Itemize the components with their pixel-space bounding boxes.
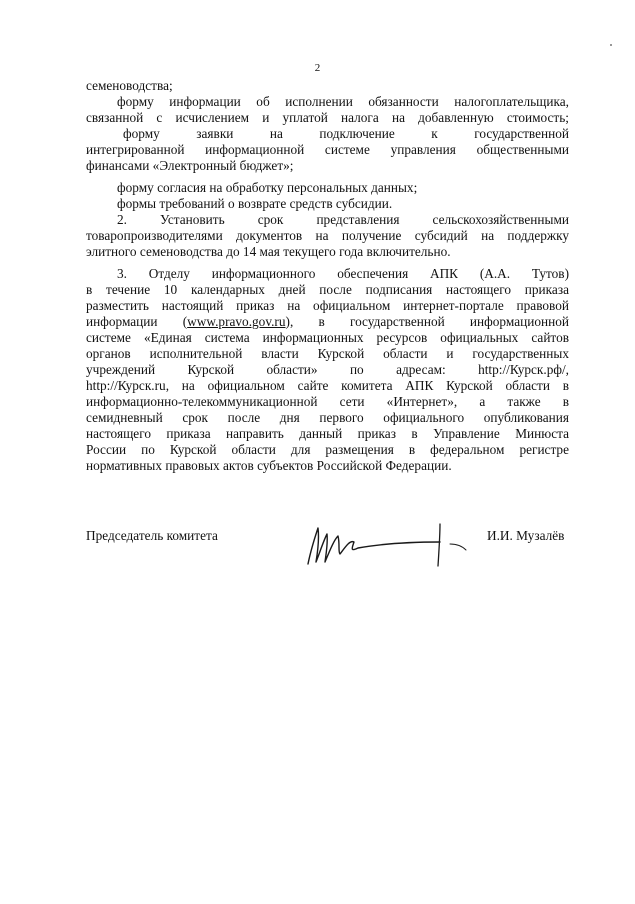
text-line: форму согласия на обработку персональных данных; <box>117 180 418 195</box>
handwritten-signature <box>290 516 470 576</box>
text-line: органов исполнительной власти Курской области и государственных <box>86 346 569 361</box>
page-number: 2 <box>314 62 321 74</box>
scan-speck <box>610 44 612 46</box>
text-line: форму заявки на подключение к государственной <box>123 126 569 141</box>
text-fragment: информации ( <box>86 314 188 329</box>
text-line: учреждений Курской области» по адресам: http://Курск.рф/, <box>86 362 569 377</box>
pravo-link[interactable]: www.pravo.gov.ru <box>187 314 286 329</box>
text-line: интегрированной информационной системе управления общественными <box>86 142 569 157</box>
text-line: настоящего приказа направить данный приказ в Управление Минюста <box>86 426 569 441</box>
text-line: системе «Единая система информационных ресурсов официальных сайтов <box>86 330 569 345</box>
text-line: семеноводства; <box>86 78 173 93</box>
text-line: финансами «Электронный бюджет»; <box>86 158 294 173</box>
text-line: элитного семеноводства до 14 мая текущего года включительно. <box>86 244 451 259</box>
text-line-with-link <box>86 314 569 330</box>
text-line: нормативных правовых актов субъектов Российской Федерации. <box>86 458 452 473</box>
text-line: формы требований о возврате средств субсидии. <box>117 196 393 211</box>
text-line: товаропроизводителями документов на получение субсидий на поддержку <box>86 228 569 243</box>
text-line: http://Курск.ru, на официальном сайте комитета АПК Курской области в <box>86 378 569 393</box>
signature-block <box>0 516 635 576</box>
text-line: 2. Установить срок представления сельскохозяйственными <box>117 212 569 227</box>
text-line: разместить настоящий приказ на официальном интернет-портале правовой <box>86 298 569 313</box>
signatory-name: И.И. Музалёв <box>487 528 565 543</box>
text-fragment: ), в государственной информационной <box>285 314 569 329</box>
text-line: России по Курской области для размещения в федеральном регистре <box>86 442 569 457</box>
text-line: семидневный срок после дня первого официального опубликования <box>86 410 569 425</box>
text-line: связанной с исчислением и уплатой налога на добавленную стоимость; <box>86 110 569 125</box>
text-line: форму информации об исполнении обязанности налогоплательщика, <box>117 94 569 109</box>
text-line: в течение 10 календарных дней после подписания настоящего приказа <box>86 282 569 297</box>
signatory-title: Председатель комитета <box>86 528 218 543</box>
text-line: информационно-телекоммуникационной сети «Интернет», а также в <box>86 394 569 409</box>
text-line: 3. Отделу информационного обеспечения АПК (А.А. Тутов) <box>117 266 569 281</box>
